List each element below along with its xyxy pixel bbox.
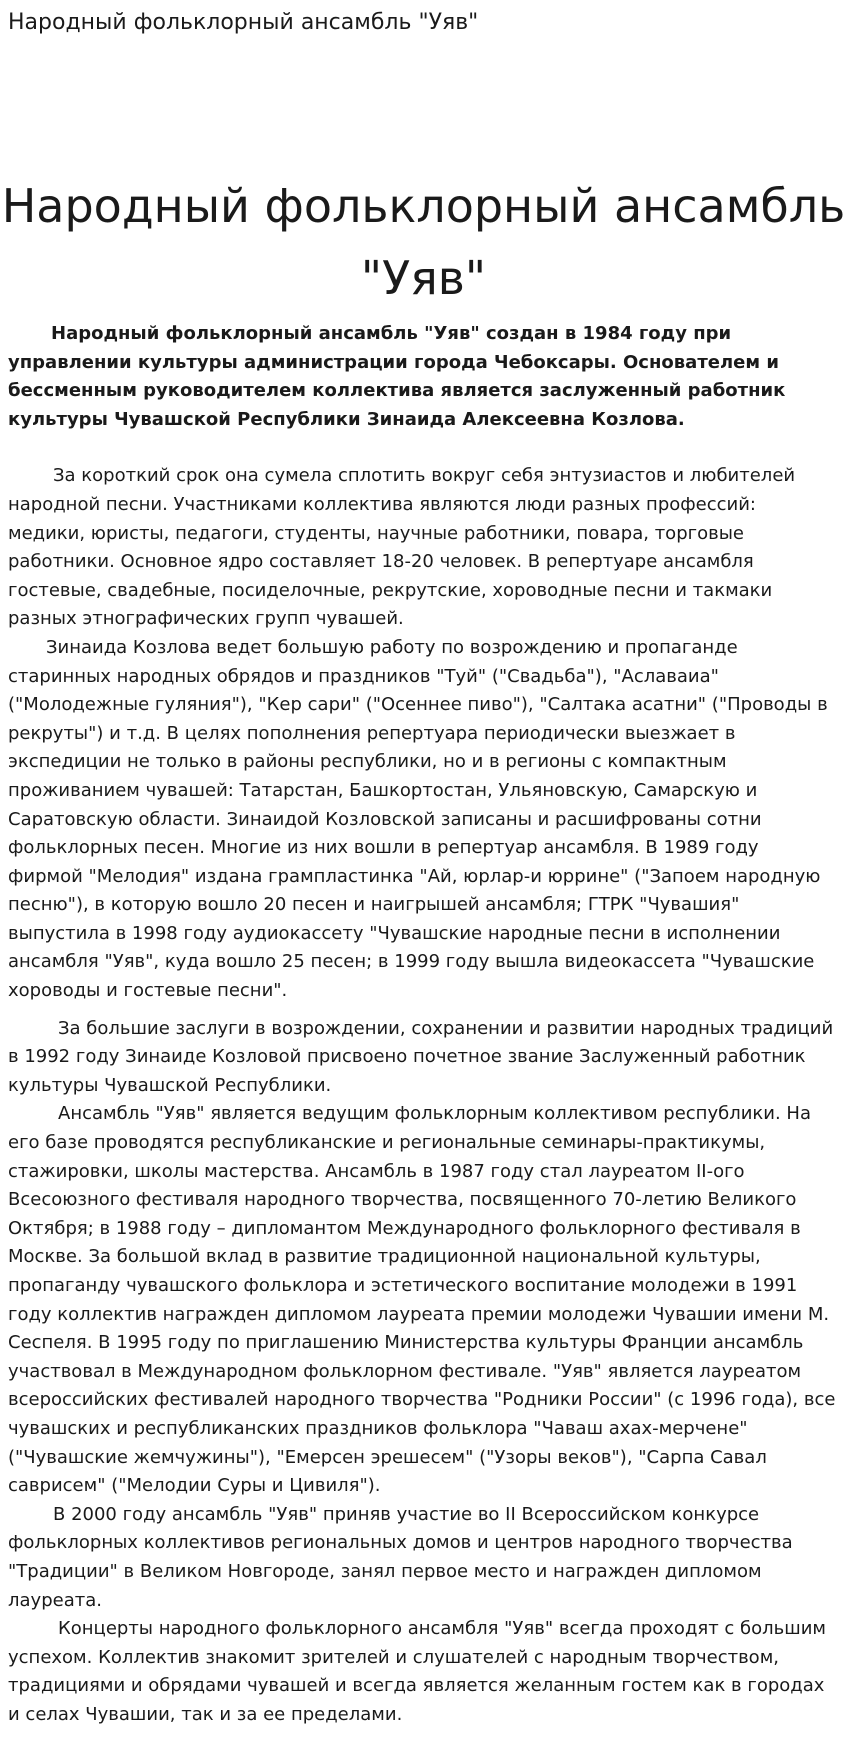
lead-paragraph: Народный фольклорный ансамбль "Уяв" создан в 1984 году при управлении культуры администрации города Чебоксары. Основателем и бессменным руководителем коллектива является заслуженный работник культуры Чувашской Республики Зинаида Алексеевна Козлова. bbox=[8, 323, 786, 430]
paragraph: За короткий срок она сумела сплотить вокруг себя энтузиастов и любителей народной песни. Участниками коллектива являются люди разных профессий: медики, юристы, педагоги, студенты, научные работники, повара, торговые работники. Основное ядро составляет 18-20 человек. В репертуаре ансамбля гостевые, свадебные, посиделочные, рекрутские, хороводные песни и такмаки разных этнографических групп чувашей. bbox=[8, 465, 796, 630]
paragraph: В 2000 году ансамбль "Уяв" приняв участие во II Всероссийском конкурсе фольклорных коллективов региональных домов и центров народного творчества "Традиции" в Великом Новгороде, занял первое место и награжден дипломом лауреата. bbox=[8, 1503, 793, 1611]
page-title: Народный фольклорный ансамбль "Уяв" bbox=[8, 10, 479, 35]
paragraph: Зинаида Козлова ведет большую работу по возрождению и пропаганде старинных народных обрядов и праздников "Туй" ("Свадьба"), "Аславаиа" ("Молодежные гуляния"), "Кер сари" ("Осеннее пиво"), "Салтака асатни" ("Проводы в рекруты") и т.д. В целях пополнения репертуара периодически выезжает в экспедиции не только в районы республики, но и в регионы с компактным проживанием чувашей: Татарстан, Башкортостан, Ульяновскую, Самарскую и Саратовскую области. Зинаидой Козловской записаны и расшифрованы сотни фольклорных песен. Многие из них вошли в репертуар ансамбля. В 1989 году фирмой "Мелодия" издана грампластинка "Ай, юрлар-и юррине" ("Запоем народную песню"), в которую вошло 20 песен и наигрышей ансамбля; ГТРК "Чувашия" выпустила в 1998 году аудиокассету "Чувашские народные песни в исполнении ансамбля "Уяв", куда вошло 25 песен; в 1999 году вышла видеокассета "Чувашские хороводы и гостевые песни". bbox=[8, 636, 828, 1002]
article-body bbox=[8, 320, 838, 1730]
paragraph: За большие заслуги в возрождении, сохранении и развитии народных традиций в 1992 году Зинаиде Козловой присвоено почетное звание Заслуженный работник культуры Чувашской Республики. bbox=[8, 1017, 834, 1096]
paragraph: Концерты народного фольклорного ансамбля "Уяв" всегда проходят с большим успехом. Коллектив знакомит зрителей и слушателей с народным творчеством, традициями и обрядами чувашей и всегда является желанным гостем как в городах и селах Чувашии, так и за ее пределами. bbox=[8, 1618, 827, 1725]
paragraph: Ансамбль "Уяв" является ведущим фольклорным коллективом республики. На его базе проводятся республиканские и региональные семинары-практикумы, стажировки, школы мастерства. Ансамбль в 1987 году стал лауреатом II-ого Всесоюзного фестиваля народного творчества, посвященного 70-летию Великого Октября; в 1988 году – дипломантом Международного фольклорного фестиваля в Москве. За большой вклад в развитие традиционной национальной культуры, пропаганду чувашского фольклора и эстетического воспитание молодежи в 1991 году коллектив награжден дипломом лауреата премии молодежи Чувашии имени М. Сеспеля. В 1995 году по приглашению Министерства культуры Франции ансамбль участвовал в Международном фольклорном фестивале. "Уяв" является лауреатом всероссийских фестивалей народного творчества "Родники России" (с 1996 года), все чувашских и республиканских праздников фольклора "Чаваш ахах-мерчене" ("Чувашские жемчужины"), "Емерсен эрешесем" ("Узоры веков"), "Сарпа Савал саврисем" ("Мелодии Суры и Цивиля"). bbox=[8, 1103, 836, 1497]
article-heading: Народный фольклорный ансамбль "Уяв" bbox=[1, 179, 846, 305]
